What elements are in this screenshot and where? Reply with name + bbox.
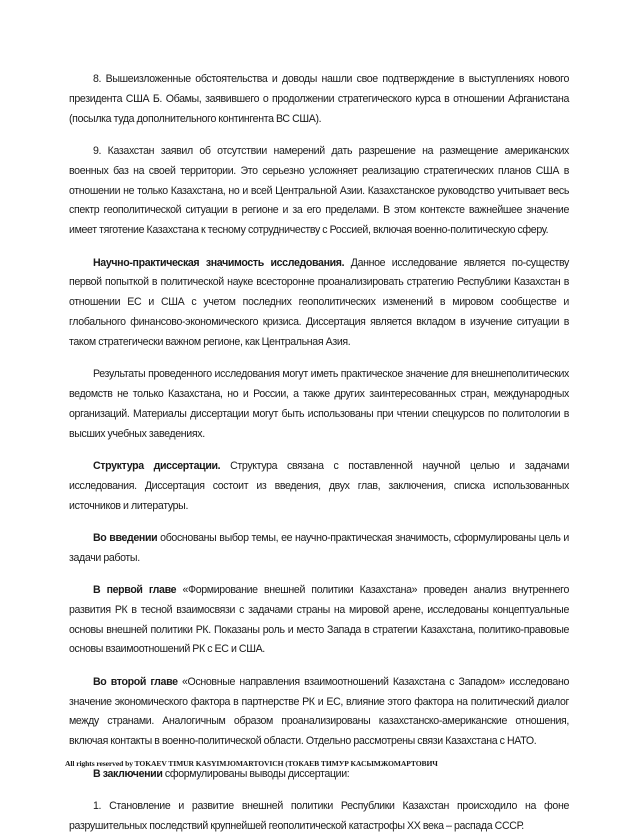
paragraph-8: 8. Вышеизложенные обстоятельства и доводы нашли свое подтверждение в выступлениях нового президента США Б. Обамы, заявившего о продолжении стратегического курса в отношении Афганистана (посылка туда дополнительного контингента ВС США). xyxy=(69,73,569,125)
structure-heading: Структура диссертации. xyxy=(93,459,221,472)
paragraph-9: 9. Казахстан заявил об отсутствии намерений дать разрешение на размещение американских военных баз на своей территории. Это серьезно усложняет реализацию стратегических планов США в отношении не только Казахстана, но и всей Центральной Азии. Казахстанское руководство учитывает весь спектр геополитической ситуации в регионе и за его пределами. В этом контексте важнейшее значение имеет тяготение Казахстана к тесному сотрудничеству с Россией, включая военно-политическую сферу. xyxy=(69,144,569,237)
paragraph-results: Результаты проведенного исследования могут иметь практическое значение для внешнеполитических ведомств не только Казахстана, но и России, а также других заинтересованных стран, международных организаций. Материалы диссертации могут быть использованы при чтении спецкурсов по политологии в высших учебных заведениях. xyxy=(69,368,569,440)
chapter-2-heading: Во второй главе xyxy=(93,675,178,688)
paragraph-introduction: Во введении обоснованы выбор темы, ее научно-практическая значимость, сформулированы цель и задачи работы. xyxy=(69,531,569,564)
paragraph-structure: Структура диссертации. Структура связана с поставленной научной целью и задачами исследования. Диссертация состоит из введения, двух глав, заключения, списка использованных источников и литературы. xyxy=(69,459,570,512)
paragraph-conclusion-1: 1. Становление и развитие внешней политики Республики Казахстан происходило на фоне разрушительных последствий крупнейшей геополитической катастрофы XX века – распада СССР. xyxy=(69,800,569,832)
paragraph-chapter-1: В первой главе «Формирование внешней политики Казахстана» проведен анализ внутреннего развития РК в тесной взаимосвязи с задачами страны на мировой арене, исследованы концептуальные основы внешней политики РК. Показаны роль и место Запада в стратегии Казахстана, политико-правовые основы взаимоотношений РК с ЕС и США. xyxy=(69,584,569,656)
significance-heading: Научно-практическая значимость исследования. xyxy=(93,256,345,269)
chapter-1-heading: В первой главе xyxy=(93,584,177,597)
introduction-heading: Во введении xyxy=(93,531,158,544)
conclusion-heading: В заключении xyxy=(93,767,163,780)
copyright-footer: All rights reserved by TOKAEV TIMUR KASYIMJOMARTOVICH (ТОКАЕВ ТИМУР КАСЫМЖОМАРТОВИЧ xyxy=(65,759,438,768)
paragraph-chapter-2: Во второй главе «Основные направления взаимоотношений Казахстана с Западом» исследовано значение экономического фактора в партнерстве РК и ЕС, влияние этого фактора на политический диалог между странами. Аналогичным образом проанализированы казахстанско-американские отношения, включая контакты в военно-политической области. Отдельно рассмотрены связи Казахстана с НАТО. xyxy=(69,675,569,748)
paragraph-significance: Научно-практическая значимость исследования. Данное исследование является по-существу первой попыткой в политической науке всесторонне проанализировать стратегию Республики Казахстан в отношении ЕС и США с учетом последних геополитических изменений в мировом сообществе и глобального финансово-экономического кризиса. Диссертация является вкладом в изучение ситуации в таком стратегически важном регионе, как Центральная Азия. xyxy=(69,256,569,348)
paragraph-conclusion: В заключении сформулированы выводы диссертации: xyxy=(93,767,350,780)
